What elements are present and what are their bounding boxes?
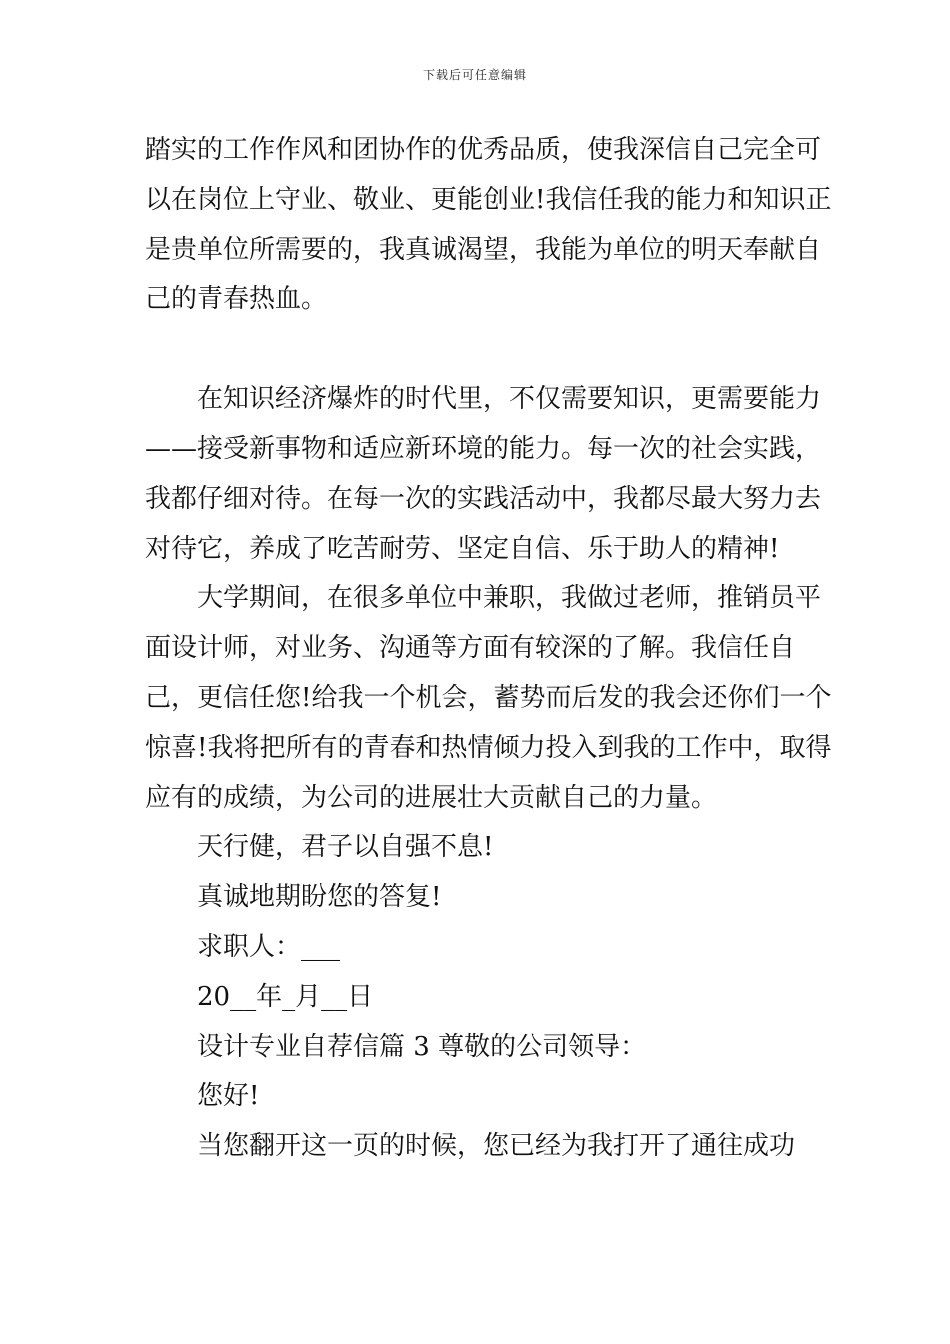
looking-forward-line: 真诚地期盼您的答复! [197, 882, 442, 913]
paragraph-1: 踏实的工作作风和团协作的优秀品质，使我深信自己完全可以在岗位上守业、敬业、更能创业!我信任我的能力和知识正是贵单位所需要的，我真诚渴望，我能为单位的明天奉献自己的青春热血。 [145, 135, 832, 315]
page-header: 下载后可任意编辑 [422, 68, 527, 82]
applicant-line: 求职人：___ [197, 931, 341, 962]
date-line: 20__年_月__日 [197, 981, 374, 1012]
paragraph-2: 在知识经济爆炸的时代里，不仅需要知识，更需要能力——接受新事物和适应新环境的能力。每一次的社会实践，我都仔细对待。在每一次的实践活动中，我都尽最大努力去对待它，养成了吃苦耐劳、坚定自信、乐于助人的精神! [145, 384, 822, 564]
next-letter-title: 设计专业自荐信篇 3 尊敬的公司领导： [197, 1031, 647, 1062]
greeting-line: 您好! [197, 1081, 260, 1112]
opening-line: 当您翻开这一页的时候，您已经为我打开了通往成功 [197, 1131, 796, 1162]
paragraph-gap [145, 325, 835, 375]
motto-line: 天行健，君子以自强不息! [197, 832, 494, 863]
paragraph-3: 大学期间，在很多单位中兼职，我做过老师，推销员平面设计师，对业务、沟通等方面有较深的了解。我信任自己，更信任您!给我一个机会，蓄势而后发的我会还你们一个惊喜!我将把所有的青春和热情倾力投入到我的工作中，取得应有的成绩，为公司的进展壮大贡献自己的力量。 [145, 583, 832, 813]
document-body [145, 126, 835, 1172]
